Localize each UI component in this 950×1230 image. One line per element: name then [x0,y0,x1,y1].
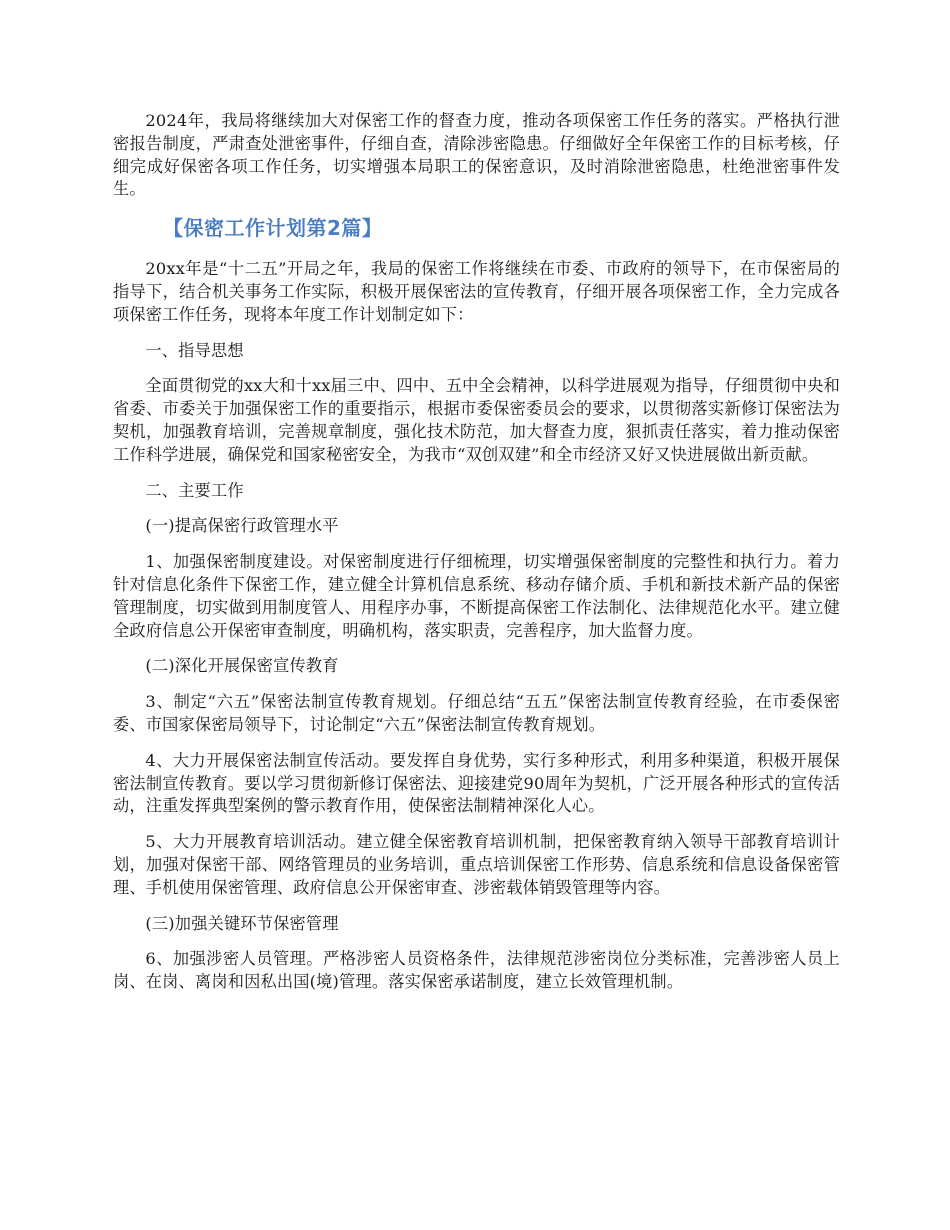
paragraph-opening: 20xx年是“十二五”开局之年，我局的保密工作将继续在市委、市政府的领导下，在市保密局的指导下，结合机关事务工作实际，积极开展保密法的宣传教育，仔细开展各项保密工作，全力完成各项保密工作任务，现将本年度工作计划制定如下： [113,259,840,324]
intro-paragraph: 2024年，我局将继续加大对保密工作的督查力度，推动各项保密工作任务的落实。严格执行泄密报告制度，严肃查处泄密事件，仔细自查，清除涉密隐患。仔细做好全年保密工作的目标考核，仔细完成好保密各项工作任务，切实增强本局职工的保密意识，及时消除泄密隐患，杜绝泄密事件发生。 [113,111,840,199]
subheading-admin-management: (一)提高保密行政管理水平 [145,516,339,536]
paragraph-item-5: 5、大力开展教育培训活动。建立健全保密教育培训机制，把保密教育纳入领导干部教育培训计划，加强对保密干部、网络管理员的业务培训，重点培训保密工作形势、信息系统和信息设备保密管理、手机使用保密管理、政府信息公开保密审查、涉密载体销毁管理等内容。 [113,832,840,897]
paragraph-guiding-ideology: 全面贯彻党的xx大和十xx届三中、四中、五中全会精神，以科学进展观为指导，仔细贯彻中央和省委、市委关于加强保密工作的重要指示，根据市委保密委员会的要求，以贯彻落实新修订保密法为契机，加强教育培训，完善规章制度，强化技术防范，加大督查力度，狠抓责任落实，着力推动保密工作科学进展，确保党和国家秘密安全，为我市“双创双建”和全市经济又好又快进展做出新贡献。 [113,376,840,464]
paragraph-item-4: 4、大力开展保密法制宣传活动。要发挥自身优势，实行多种形式，利用多种渠道，积极开展保密法制宣传教育。要以学习贯彻新修订保密法、迎接建党90周年为契机，广泛开展各种形式的宣传活动，注重发挥典型案例的警示教育作用，使保密法制精神深化人心。 [113,750,840,816]
paragraph-item-3: 3、制定“六五”保密法制宣传教育规划。仔细总结“五五”保密法制宣传教育经验，在市委保密委、市国家保密局领导下，讨论制定“六五”保密法制宣传教育规划。 [113,692,840,734]
subheading-key-links: (三)加强关键环节保密管理 [145,913,339,933]
heading-guiding-ideology: 一、指导思想 [145,340,244,360]
paragraph-item-6: 6、加强涉密人员管理。严格涉密人员资格条件，法律规范涉密岗位分类标准，完善涉密人员上岗、在岗、离岗和因私出国(境)管理。落实保密承诺制度，建立长效管理机制。 [113,949,840,992]
paragraph-item-1: 1、加强保密制度建设。对保密制度进行仔细梳理，切实增强保密制度的完整性和执行力。着力针对信息化条件下保密工作，建立健全计算机信息系统、移动存储介质、手机和新技术新产品的保密管理制度，切实做到用制度管人、用程序办事，不断提高保密工作法制化、法律规范化水平。建立健全政府信息公开保密审查制度，明确机构，落实职责，完善程序，加大监督力度。 [113,552,840,640]
subheading-publicity-education: (二)深化开展保密宣传教育 [145,656,339,676]
section-heading: 【保密工作计划第2篇】 [163,216,383,241]
heading-main-work: 二、主要工作 [145,480,244,500]
